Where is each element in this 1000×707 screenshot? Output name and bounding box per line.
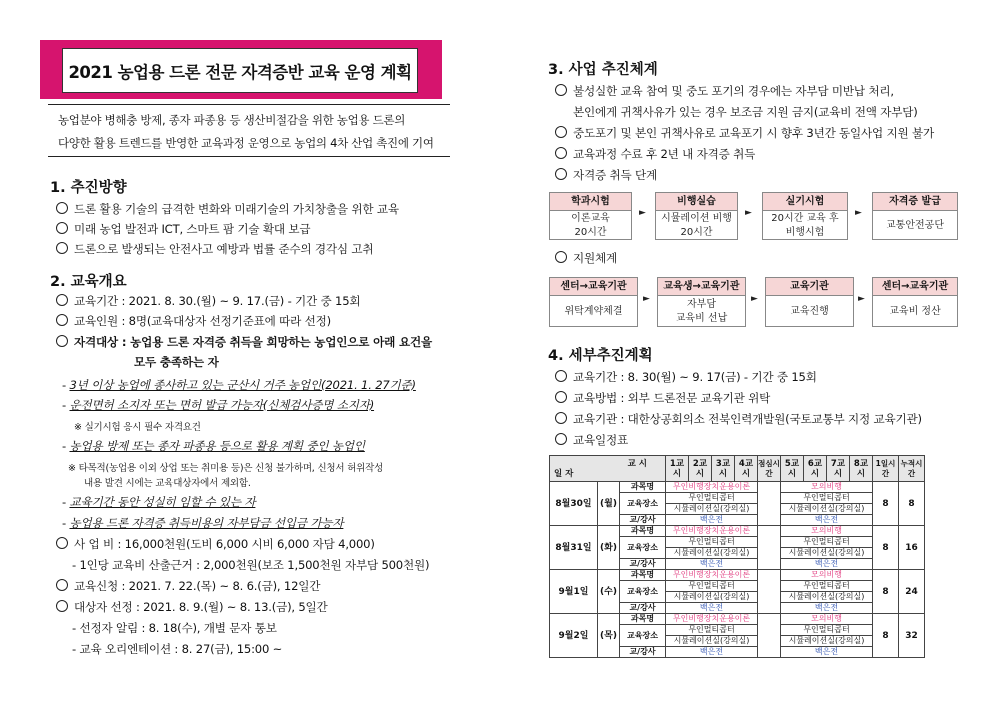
sec2-people [56,313,331,329]
section-2-heading: 2. 교육개요 [50,274,127,290]
circle-bullet-icon [56,335,68,347]
sec3-item-2-text: 중도포기 및 본인 귀책사유로 교육포기 시 향후 3년간 동일사업 지원 불가 [573,126,935,140]
am-place-2: 시뮬레이션실(강의실) [666,636,758,647]
step-body [656,212,737,239]
sec2-req-5-text: 농업용 드론 자격증 취득비용의 자부담금 선입금 가능자 [69,516,344,530]
lunch-cell [758,614,781,658]
circle-bullet-icon [555,412,567,424]
am-place-1: 무인멀티콥터 [666,625,758,636]
step-line: 20시간 교육 후 [771,212,839,224]
row-label: 교/강사 [620,647,666,658]
am-instructor: 백은전 [666,559,758,570]
sec2-note-2a: ※ 타목적(농업용 이외 상업 또는 취미용 등)은 신청 불가하며, 신청서 허위작성 [68,463,384,474]
support-line: 위탁계약체결 [564,305,623,317]
day-date: 9월2일 [550,614,598,658]
pm-instructor: 백은전 [781,559,873,570]
sec3-item-2 [555,125,934,141]
section-4-heading: 4. 세부추진계획 [548,348,653,364]
sec3-item-3 [555,146,755,162]
schedule-table [549,455,925,658]
pm-place-1: 무인멀티콥터 [781,581,873,592]
support-line: 교육진행 [790,305,829,317]
step-head: 비행실습 [656,193,737,211]
circle-bullet-icon [555,370,567,382]
sec2-budget-detail: - 1인당 교육비 산출근거 : 2,000천원(보조 1,500천원 자부담 500천원) [72,558,430,572]
am-place-2: 시뮬레이션실(강의실) [666,504,758,515]
period-header: 4교시 [735,456,758,482]
sec3-item-3-text: 교육과정 수료 후 2년 내 자격증 취득 [573,147,756,161]
day-dow: (화) [598,526,620,570]
sec2-req-1: - 3년 이상 농업에 종사하고 있는 군산시 거주 농업인(2021. 1. 27기준) [62,378,416,392]
day-date: 9월1일 [550,570,598,614]
circle-bullet-icon [56,222,68,234]
sec1-item-3-text: 드론으로 발생되는 안전사고 예방과 법률 준수의 경각심 고취 [74,242,374,256]
circle-bullet-icon [555,433,567,445]
sec2-people-text: 교육인원 : 8명(교육대상자 선정기준표에 따라 선정) [74,314,331,328]
sec3-item-1 [555,83,894,99]
period-header: 누적시간 [899,456,925,482]
am-instructor: 백은전 [666,603,758,614]
row-label: 과목명 [620,526,666,537]
circle-bullet-icon [555,126,567,138]
support-line: 교육비 정산 [889,305,941,317]
day-date: 8월31일 [550,526,598,570]
pm-place-2: 시뮬레이션실(강의실) [781,548,873,559]
intro-top-rule [48,104,450,105]
arrow-right-icon: ► [639,208,646,218]
circle-bullet-icon [555,391,567,403]
sec3-item-5 [555,250,617,266]
step-line: 시뮬레이션 비행 [661,212,732,224]
step-head: 실기시험 [763,193,847,211]
am-place-1: 무인멀티콥터 [666,493,758,504]
page-title-text: 2021 농업용 드론 전문 자격증반 교육 운영 계획 [68,62,412,82]
sec1-item-2 [56,221,310,237]
period-header: 7교시 [827,456,850,482]
support-line: 자부담 [687,298,716,310]
pm-subject: 모의비행 [781,614,873,625]
sec1-item-1 [56,201,399,217]
period-header: 2교시 [689,456,712,482]
sec2-target-cont: 모두 충족하는 자 [134,355,219,369]
sec1-item-3 [56,241,373,257]
sec2-req-1-text: 3년 이상 농업에 종사하고 있는 군산시 거주 농업인(2021. 1. 27기준) [69,378,416,392]
lunch-cell [758,482,781,526]
header-time-label: 교 시 [627,458,647,469]
step-box-4 [872,192,958,240]
arrow-right-icon: ► [751,294,758,304]
sec2-req-2: - 운전면허 소지자 또는 면허 발급 가능자(신체검사증명 소지자) [62,398,375,412]
pm-subject: 모의비행 [781,526,873,537]
circle-bullet-icon [56,202,68,214]
sec2-select [56,599,328,615]
period-header: 1일시간 [873,456,899,482]
am-place-2: 시뮬레이션실(강의실) [666,592,758,603]
sec2-select-text: 대상자 선정 : 2021. 8. 9.(월) ~ 8. 13.(금), 5일간 [74,600,328,614]
arrow-right-icon: ► [643,294,650,304]
sec3-item-4 [555,167,657,183]
row-label: 교육장소 [620,537,666,559]
circle-bullet-icon [56,294,68,306]
pm-place-2: 시뮬레이션실(강의실) [781,592,873,603]
sec4-period [555,369,817,385]
day-dow: (수) [598,570,620,614]
support-line: 교육비 선납 [675,312,728,324]
sec2-note-2b: 내용 발견 시에는 교육대상자에서 제외함. [84,478,251,489]
sec2-req-4-text: 교육기간 동안 성실히 임할 수 있는 자 [69,495,256,509]
period-header: 5교시 [781,456,804,482]
day-cumulative: 24 [899,570,925,614]
am-subject: 무인비행장치운용이론 [666,482,758,493]
pm-place-1: 무인멀티콥터 [781,537,873,548]
sec2-budget-text: 사 업 비 : 16,000천원(도비 6,000 시비 6,000 자담 4,000) [74,537,375,551]
am-subject: 무인비행장치운용이론 [666,526,758,537]
step-box-3 [762,192,848,240]
period-header: 8교시 [850,456,873,482]
am-place-1: 무인멀티콥터 [666,537,758,548]
pm-place-2: 시뮬레이션실(강의실) [781,636,873,647]
row-label: 과목명 [620,570,666,581]
pm-instructor: 백은전 [781,603,873,614]
sec2-req-3-text: 농업용 방제 또는 종자 파종용 등으로 활용 계획 중인 농업인 [69,439,365,453]
pm-place-1: 무인멀티콥터 [781,625,873,636]
am-instructor: 백은전 [666,647,758,658]
support-box-1 [549,277,638,327]
sec2-req-2-text: 운전면허 소지자 또는 면허 발급 가능자(신체검사증명 소지자) [69,398,375,412]
period-header: 점심시간 [758,456,781,482]
sec4-sched-label-text: 교육일정표 [573,433,628,447]
sec3-item-5-text: 지원체계 [573,251,617,265]
sec2-apply-text: 교육신청 : 2021. 7. 22.(목) ~ 8. 6.(금), 12일간 [74,579,321,593]
sec4-inst [555,411,922,427]
support-body [766,297,853,326]
sec2-target [56,334,432,350]
support-body [550,297,637,326]
sec4-inst-text: 교육기관 : 대한상공회의소 전북인력개발원(국토교통부 지정 교육기관) [573,412,922,426]
sec2-target-text: 자격대상 : 농업용 드론 자격증 취득을 희망하는 농업인으로 아래 요건을 [74,335,432,349]
row-label: 교육장소 [620,625,666,647]
pm-instructor: 백은전 [781,647,873,658]
step-box-2 [655,192,738,240]
circle-bullet-icon [56,600,68,612]
circle-bullet-icon [555,84,567,96]
section-3-heading: 3. 사업 추진체계 [548,62,658,78]
support-body [873,297,957,326]
page-title [62,48,418,93]
circle-bullet-icon [555,147,567,159]
sec2-req-4: - 교육기간 동안 성실히 임할 수 있는 자 [62,495,256,509]
sec2-apply [56,578,320,594]
sec2-req-3: - 농업용 방제 또는 종자 파종용 등으로 활용 계획 중인 농업인 [62,439,365,453]
support-body [658,297,745,326]
sec2-orient: - 교육 오리엔테이션 : 8. 27(금), 15:00 ~ [72,642,283,656]
sec2-budget [56,536,375,552]
sec2-note-1: ※ 실기시험 응시 필수 자격요건 [74,422,201,433]
sec4-sched-label [555,432,628,448]
sec3-item-1-cont: 본인에게 귀책사유가 있는 경우 보조금 지원 금지(교육비 전액 자부담) [573,105,918,119]
am-place-1: 무인멀티콥터 [666,581,758,592]
arrow-right-icon: ► [855,208,862,218]
sec3-item-4-text: 자격증 취득 단계 [573,168,657,182]
arrow-right-icon: ► [858,294,865,304]
day-hours: 8 [873,482,899,526]
step-line: 교통안전공단 [886,219,944,231]
day-hours: 8 [873,526,899,570]
circle-bullet-icon [56,537,68,549]
pm-subject: 모의비행 [781,570,873,581]
sec4-method-text: 교육방법 : 외부 드론전문 교육기관 위탁 [573,391,771,405]
am-subject: 무인비행장치운용이론 [666,614,758,625]
row-label: 교/강사 [620,559,666,570]
circle-bullet-icon [56,314,68,326]
lunch-cell [758,526,781,570]
arrow-right-icon: ► [745,208,752,218]
day-cumulative: 32 [899,614,925,658]
am-subject: 무인비행장치운용이론 [666,570,758,581]
day-hours: 8 [873,614,899,658]
row-label: 교/강사 [620,603,666,614]
sec2-period-text: 교육기간 : 2021. 8. 30.(월) ~ 9. 17.(금) - 기간 중 15회 [74,294,361,308]
step-body [550,212,631,239]
circle-bullet-icon [555,251,567,263]
sec3-item-1-text: 불성실한 교육 참여 및 중도 포기의 경우에는 자부담 미반납 처리, [573,84,894,98]
day-dow: (월) [598,482,620,526]
support-head: 센터→교육기관 [873,278,957,296]
step-head: 자격증 발급 [873,193,957,211]
step-line: 20시간 [574,226,607,238]
sec1-item-1-text: 드론 활용 기술의 급격한 변화와 미래기술의 가치창출을 위한 교육 [74,202,399,216]
row-label: 교/강사 [620,515,666,526]
step-line: 20시간 [680,226,713,238]
support-box-4 [872,277,958,327]
intro-bottom-rule [48,156,450,157]
day-date: 8월30일 [550,482,598,526]
support-head: 교육생→교육기관 [658,278,745,296]
sec4-period-text: 교육기간 : 8. 30(월) ~ 9. 17(금) - 기간 중 15회 [573,370,817,384]
sec4-method [555,390,770,406]
step-line: 비행시험 [785,226,825,238]
am-place-2: 시뮬레이션실(강의실) [666,548,758,559]
step-body [873,212,957,239]
period-header: 1교시 [666,456,689,482]
day-cumulative: 16 [899,526,925,570]
sec2-period [56,293,360,309]
step-body [763,212,847,239]
pm-subject: 모의비행 [781,482,873,493]
day-hours: 8 [873,570,899,614]
sec2-req-5: - 농업용 드론 자격증 취득비용의 자부담금 선입금 가능자 [62,516,344,530]
pm-place-1: 무인멀티콥터 [781,493,873,504]
circle-bullet-icon [56,242,68,254]
row-label: 교육장소 [620,493,666,515]
step-head: 학과시험 [550,193,631,211]
support-box-2 [657,277,746,327]
circle-bullet-icon [56,579,68,591]
support-head: 교육기관 [766,278,853,296]
support-head: 센터→교육기관 [550,278,637,296]
schedule-corner [550,456,666,482]
support-box-3 [765,277,854,327]
sec1-item-2-text: 미래 농업 발전과 ICT, 스마트 팜 기술 확대 보급 [74,222,311,236]
day-dow: (목) [598,614,620,658]
period-header: 6교시 [804,456,827,482]
sec2-notify: - 선정자 알림 : 8. 18(수), 개별 문자 통보 [72,621,277,635]
period-header: 3교시 [712,456,735,482]
circle-bullet-icon [555,168,567,180]
header-date-label: 일 자 [554,468,574,479]
pm-instructor: 백은전 [781,515,873,526]
row-label: 과목명 [620,482,666,493]
intro-line-2: 다양한 활용 트렌드를 반영한 교육과정 운영으로 농업의 4차 산업 촉진에 기여 [58,136,434,150]
step-box-1 [549,192,632,240]
lunch-cell [758,570,781,614]
row-label: 교육장소 [620,581,666,603]
day-cumulative: 8 [899,482,925,526]
step-line: 이론교육 [571,212,610,224]
pm-place-2: 시뮬레이션실(강의실) [781,504,873,515]
section-1-heading: 1. 추진방향 [50,180,127,196]
intro-line-1: 농업분야 병해충 방제, 종자 파종용 등 생산비절감을 위한 농업용 드론의 [58,113,406,127]
row-label: 과목명 [620,614,666,625]
am-instructor: 백은전 [666,515,758,526]
